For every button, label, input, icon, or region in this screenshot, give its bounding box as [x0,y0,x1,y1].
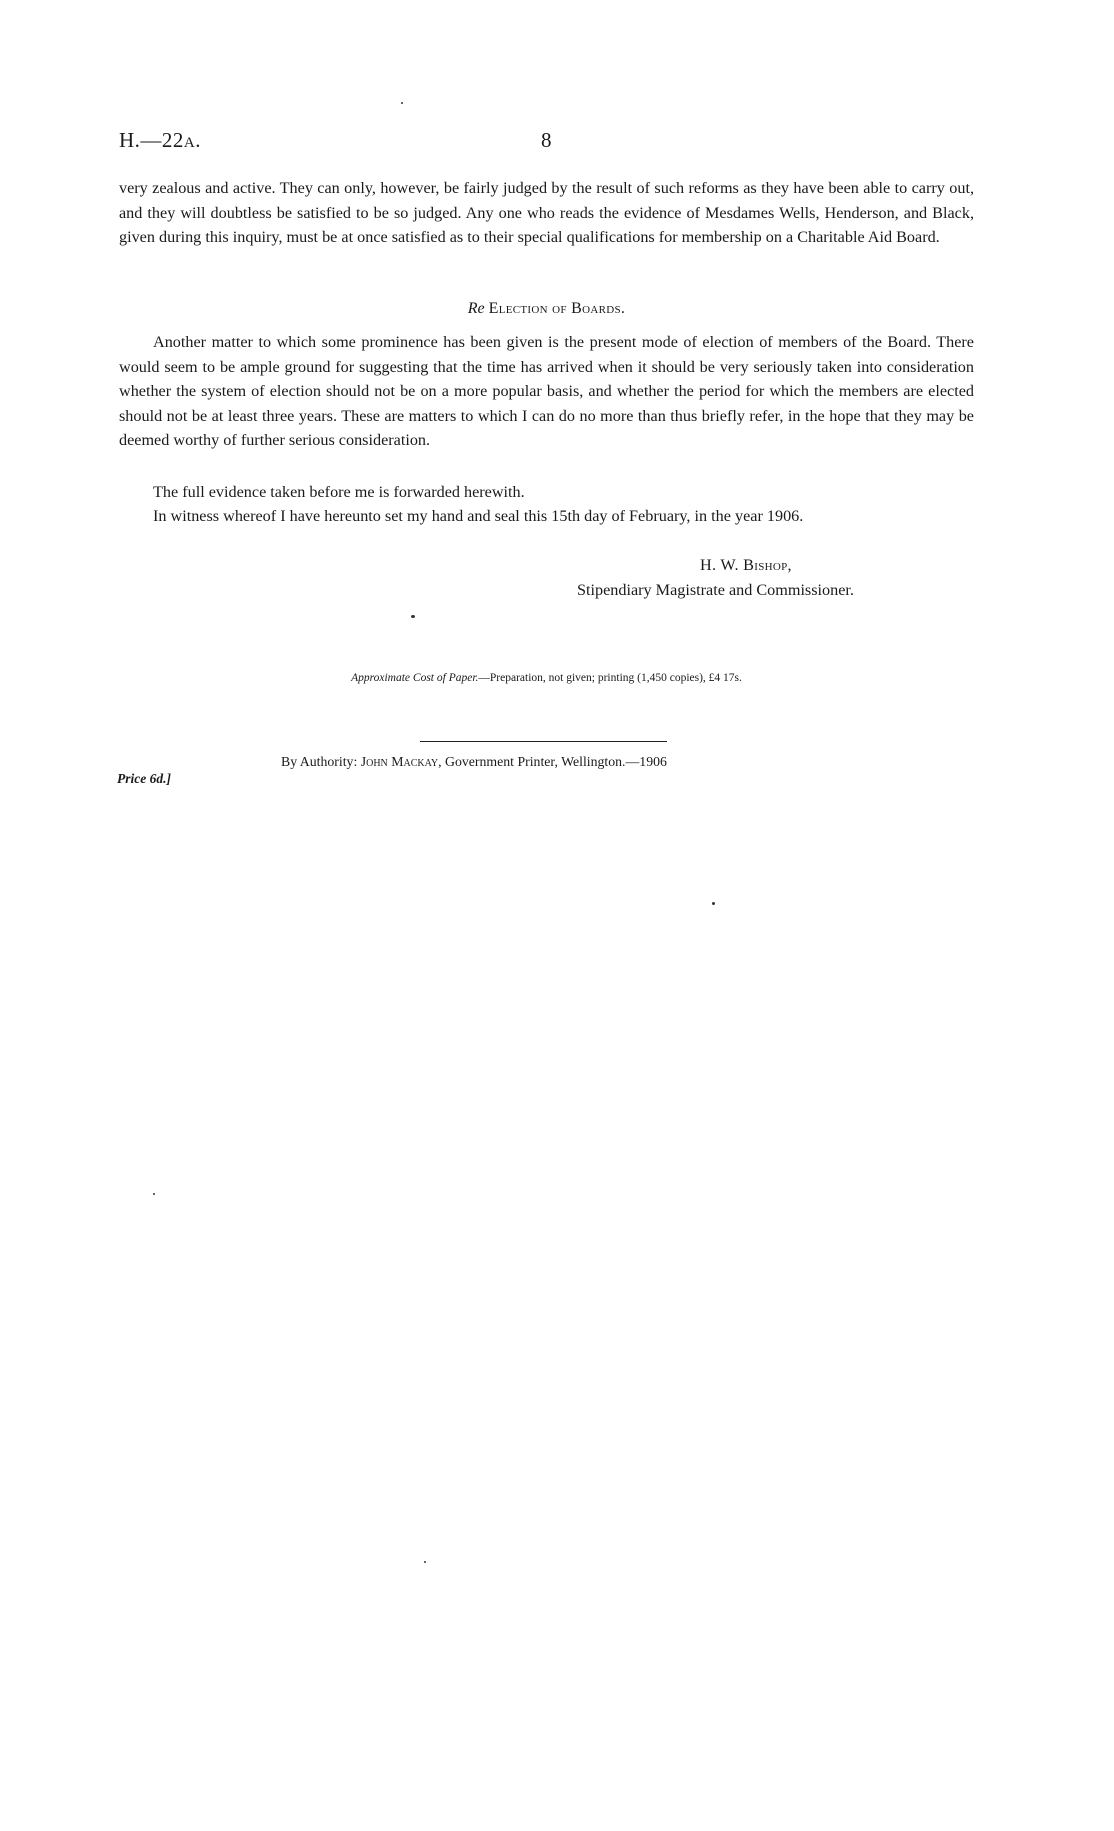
signature-title: Stipendiary Magistrate and Commissioner. [577,581,854,599]
page-number: 8 [541,128,552,152]
document-reference: H.—22A. [119,128,202,152]
document-reference-suffix: A [183,135,196,151]
paragraph-continuation: very zealous and active. They can only, however, be fairly judged by the result of such reforms as they have been able to carry out, and they will doubtless be satisfied to be so judged. Any one who reads the evidence of Mesdames Wells, Henderson, and Black, given during this inquiry, must be at once satisfied as to their special qualifications for membership on a Charitable Aid Board. [119,179,974,246]
price-label: Price 6d.] [117,771,171,786]
scan-speck [712,902,715,905]
scan-speck [424,1561,426,1563]
signature-name: H. W. Bishop, [700,556,792,574]
scan-speck [411,615,415,618]
scan-speck [153,1193,155,1195]
scan-speck [401,102,403,104]
cost-of-paper-note [119,672,974,684]
section-heading [119,300,974,318]
footer-rule [420,741,667,742]
section-heading-text: Election of Boards. [488,300,626,317]
printer-name: John Mackay, [360,754,442,769]
paragraph-witness: In witness whereof I have hereunto set my hand and seal this 15th day of February, in the year 1906. [153,507,804,525]
section-heading-prefix: Re [467,300,485,317]
printer-imprint [281,754,667,770]
cost-detail: —Preparation, not given; printing (1,450 copies), £4 17s. [478,672,742,684]
paragraph-evidence: The full evidence taken before me is forwarded herewith. [153,483,525,501]
paragraph-election: Another matter to which some prominence has been given is the present mode of election of members of the Board. There would seem to be ample ground for suggesting that the time has arrived when it should be very seriously taken into consideration whether the system of election should not be on a more popular basis, and whether the period for which the members are elected should not be at least three years. These are matters to which I can do no more than thus briefly refer, in the hope that they may be deemed worthy of further serious consideration. [119,333,974,449]
authority-suffix: Government Printer, Wellington.—1906 [445,754,667,769]
authority-prefix: By Authority: [281,754,358,769]
cost-label: Approximate Cost of Paper. [351,672,479,684]
